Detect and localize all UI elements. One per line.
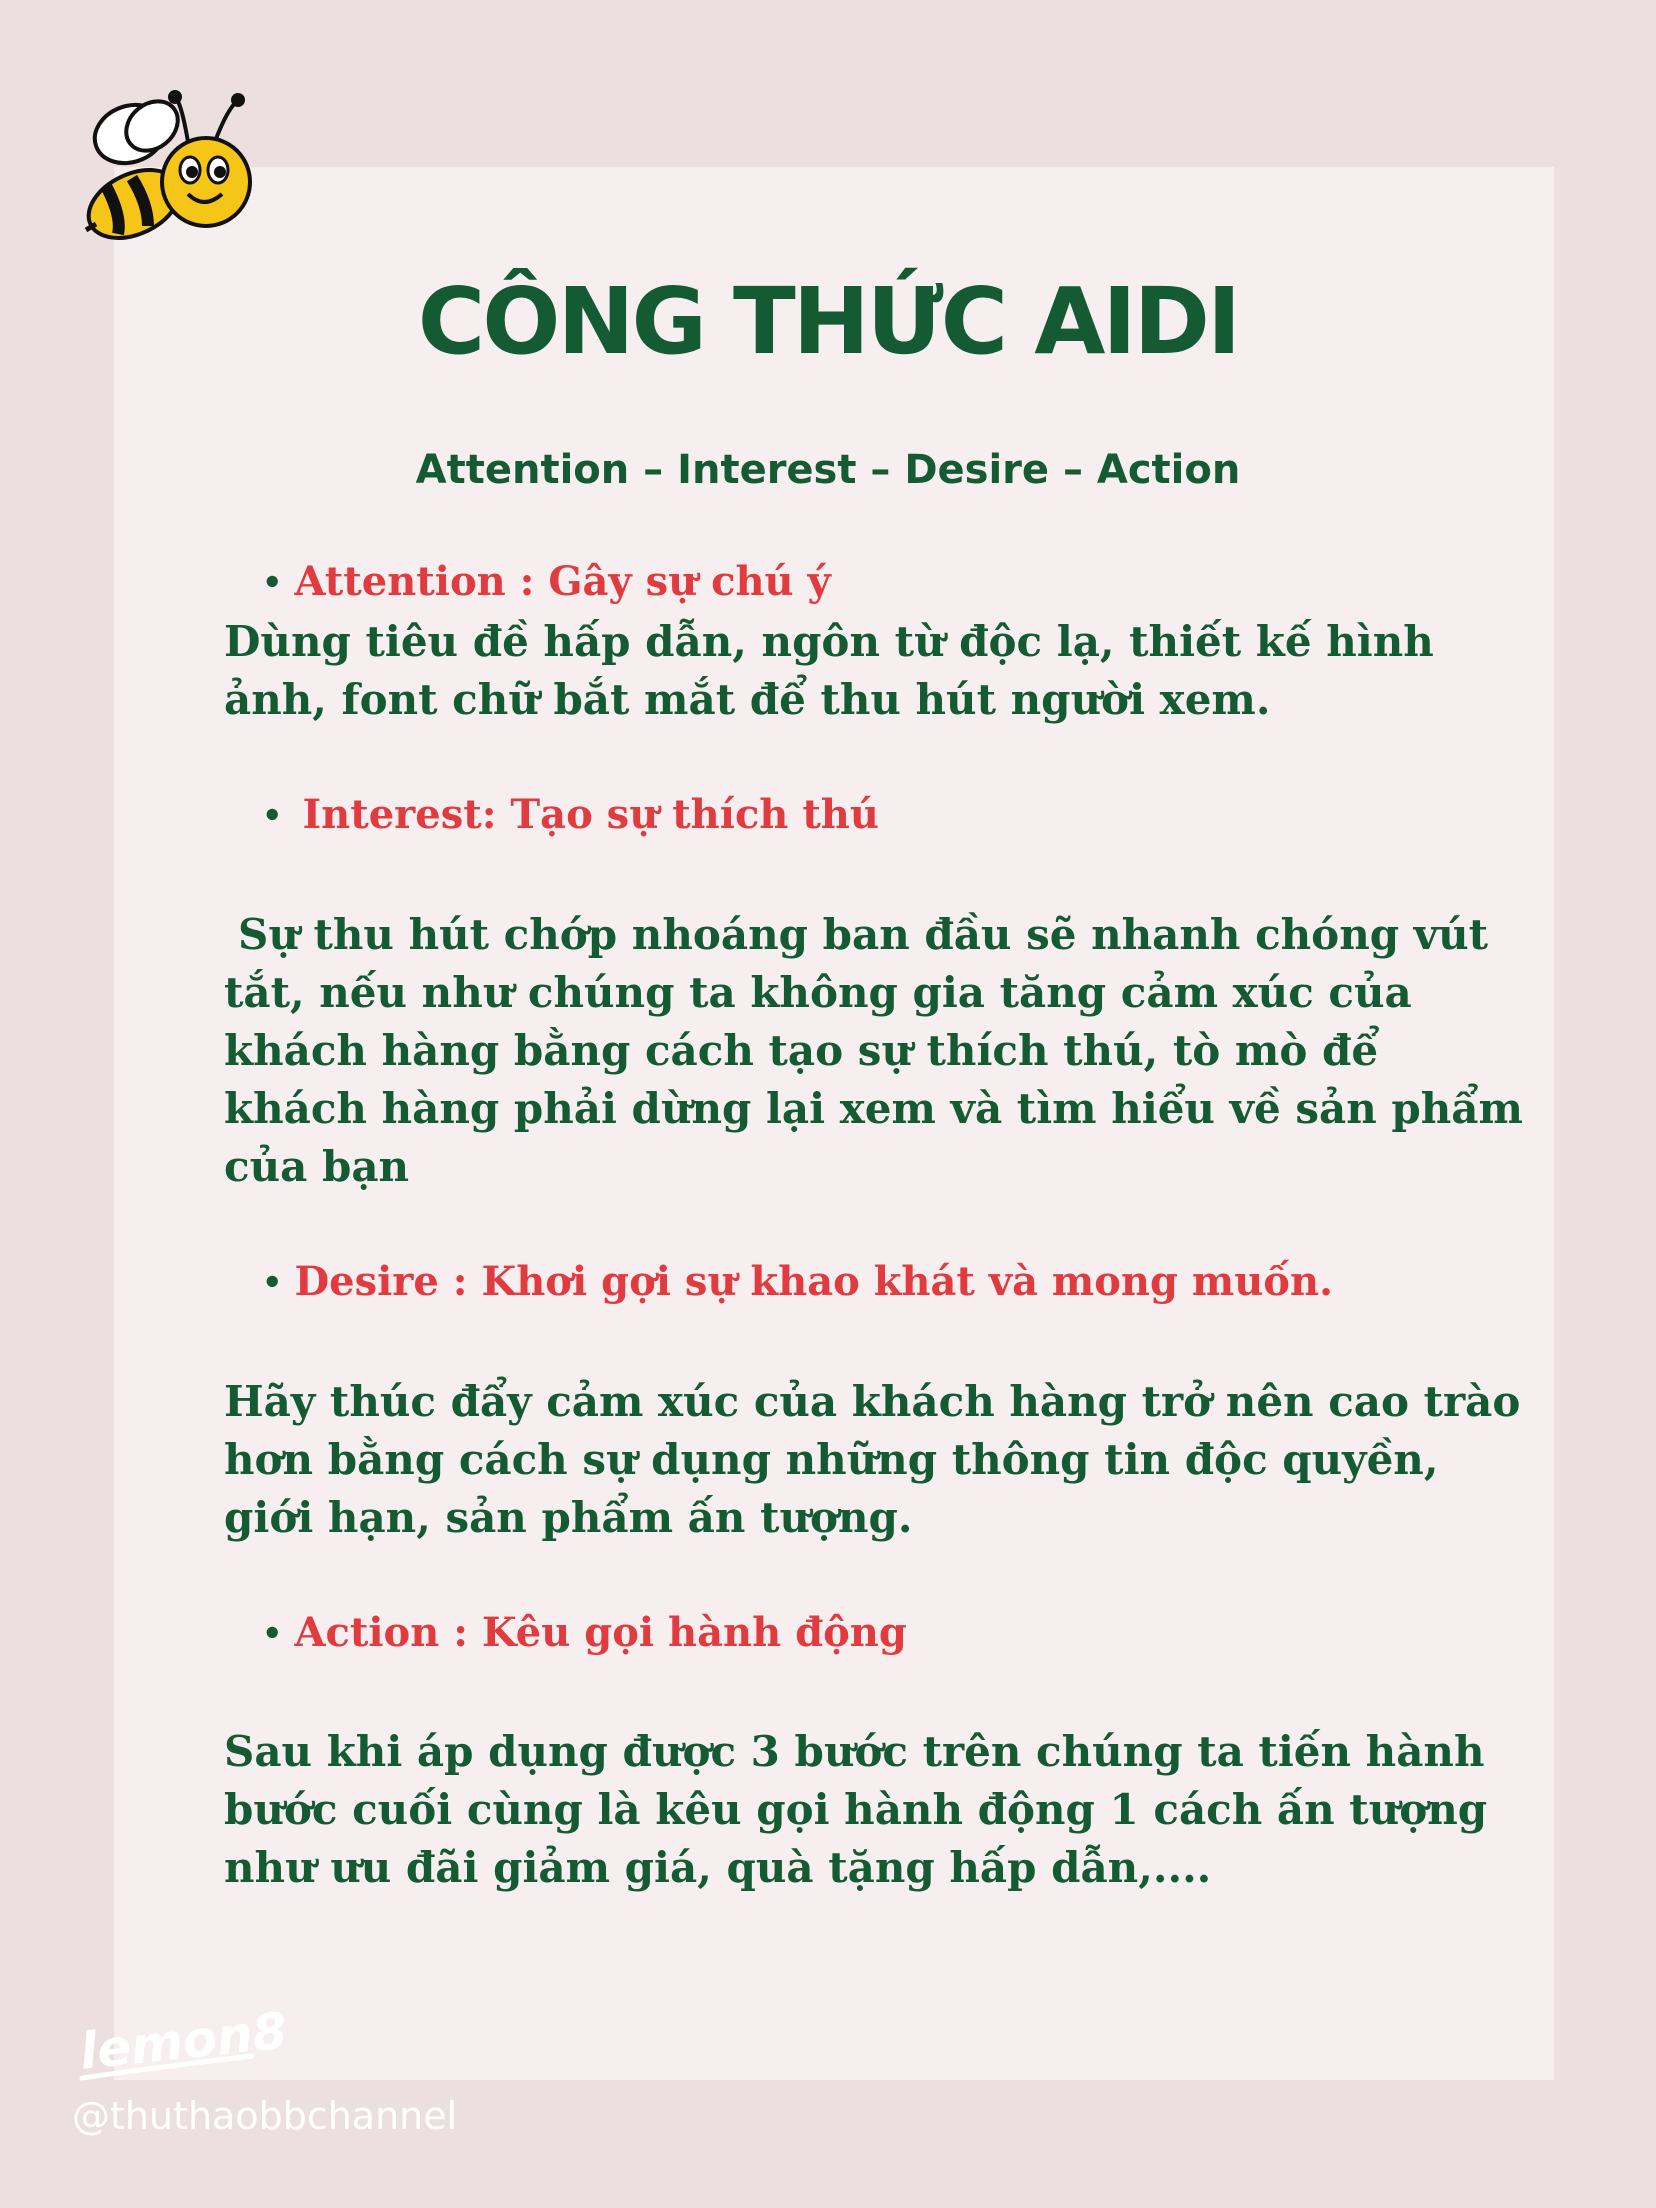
bee-icon: [78, 86, 256, 242]
lemon8-logo: [76, 2001, 290, 2086]
bullet-icon: •: [262, 563, 283, 601]
section-body-interest: Sự thu hút chớp nhoáng ban đầu sẽ nhanh chóng vút tắt, nếu như chúng ta không gia tăng cảm xúc của khách hàng bằng cách tạo sự thích thú, tò mò để khách hàng phải dừng lại xem và tìm hiểu về sản phẩm của bạn: [224, 910, 1523, 1191]
page-subtitle: Attention – Interest – Desire – Action: [415, 447, 1241, 493]
bullet-icon: •: [262, 1614, 283, 1652]
watermark-handle: @thuthaobbchannel: [72, 2094, 458, 2138]
section-heading-action: • Action : Kêu gọi hành động: [262, 1609, 907, 1656]
section-heading-attention: • Attention : Gây sự chú ý: [262, 558, 831, 605]
section-heading-desire: • Desire : Khơi gợi sự khao khát và mong muốn.: [262, 1258, 1333, 1305]
section-body-action: Sau khi áp dụng được 3 bước trên chúng ta tiến hành bước cuối cùng là kêu gọi hành động 1 cách ấn tượng như ưu đãi giảm giá, quà tặng hấp dẫn,....: [224, 1727, 1488, 1892]
bullet-icon: •: [262, 796, 283, 834]
section-body-desire: Hãy thúc đẩy cảm xúc của khách hàng trở nên cao trào hơn bằng cách sự dụng những thông tin độc quyền, giới hạn, sản phẩm ấn tượng.: [224, 1377, 1521, 1542]
svg-text:lemon8: lemon8: [77, 2001, 290, 2081]
section-body-attention: Dùng tiêu đề hấp dẫn, ngôn từ độc lạ, thiết kế hình ảnh, font chữ bắt mắt để thu hút người xem.: [224, 617, 1434, 724]
bullet-icon: •: [262, 1263, 283, 1301]
section-heading-interest: • Interest: Tạo sự thích thú: [262, 791, 879, 838]
page-title: CÔNG THỨC AIDI: [417, 268, 1239, 375]
